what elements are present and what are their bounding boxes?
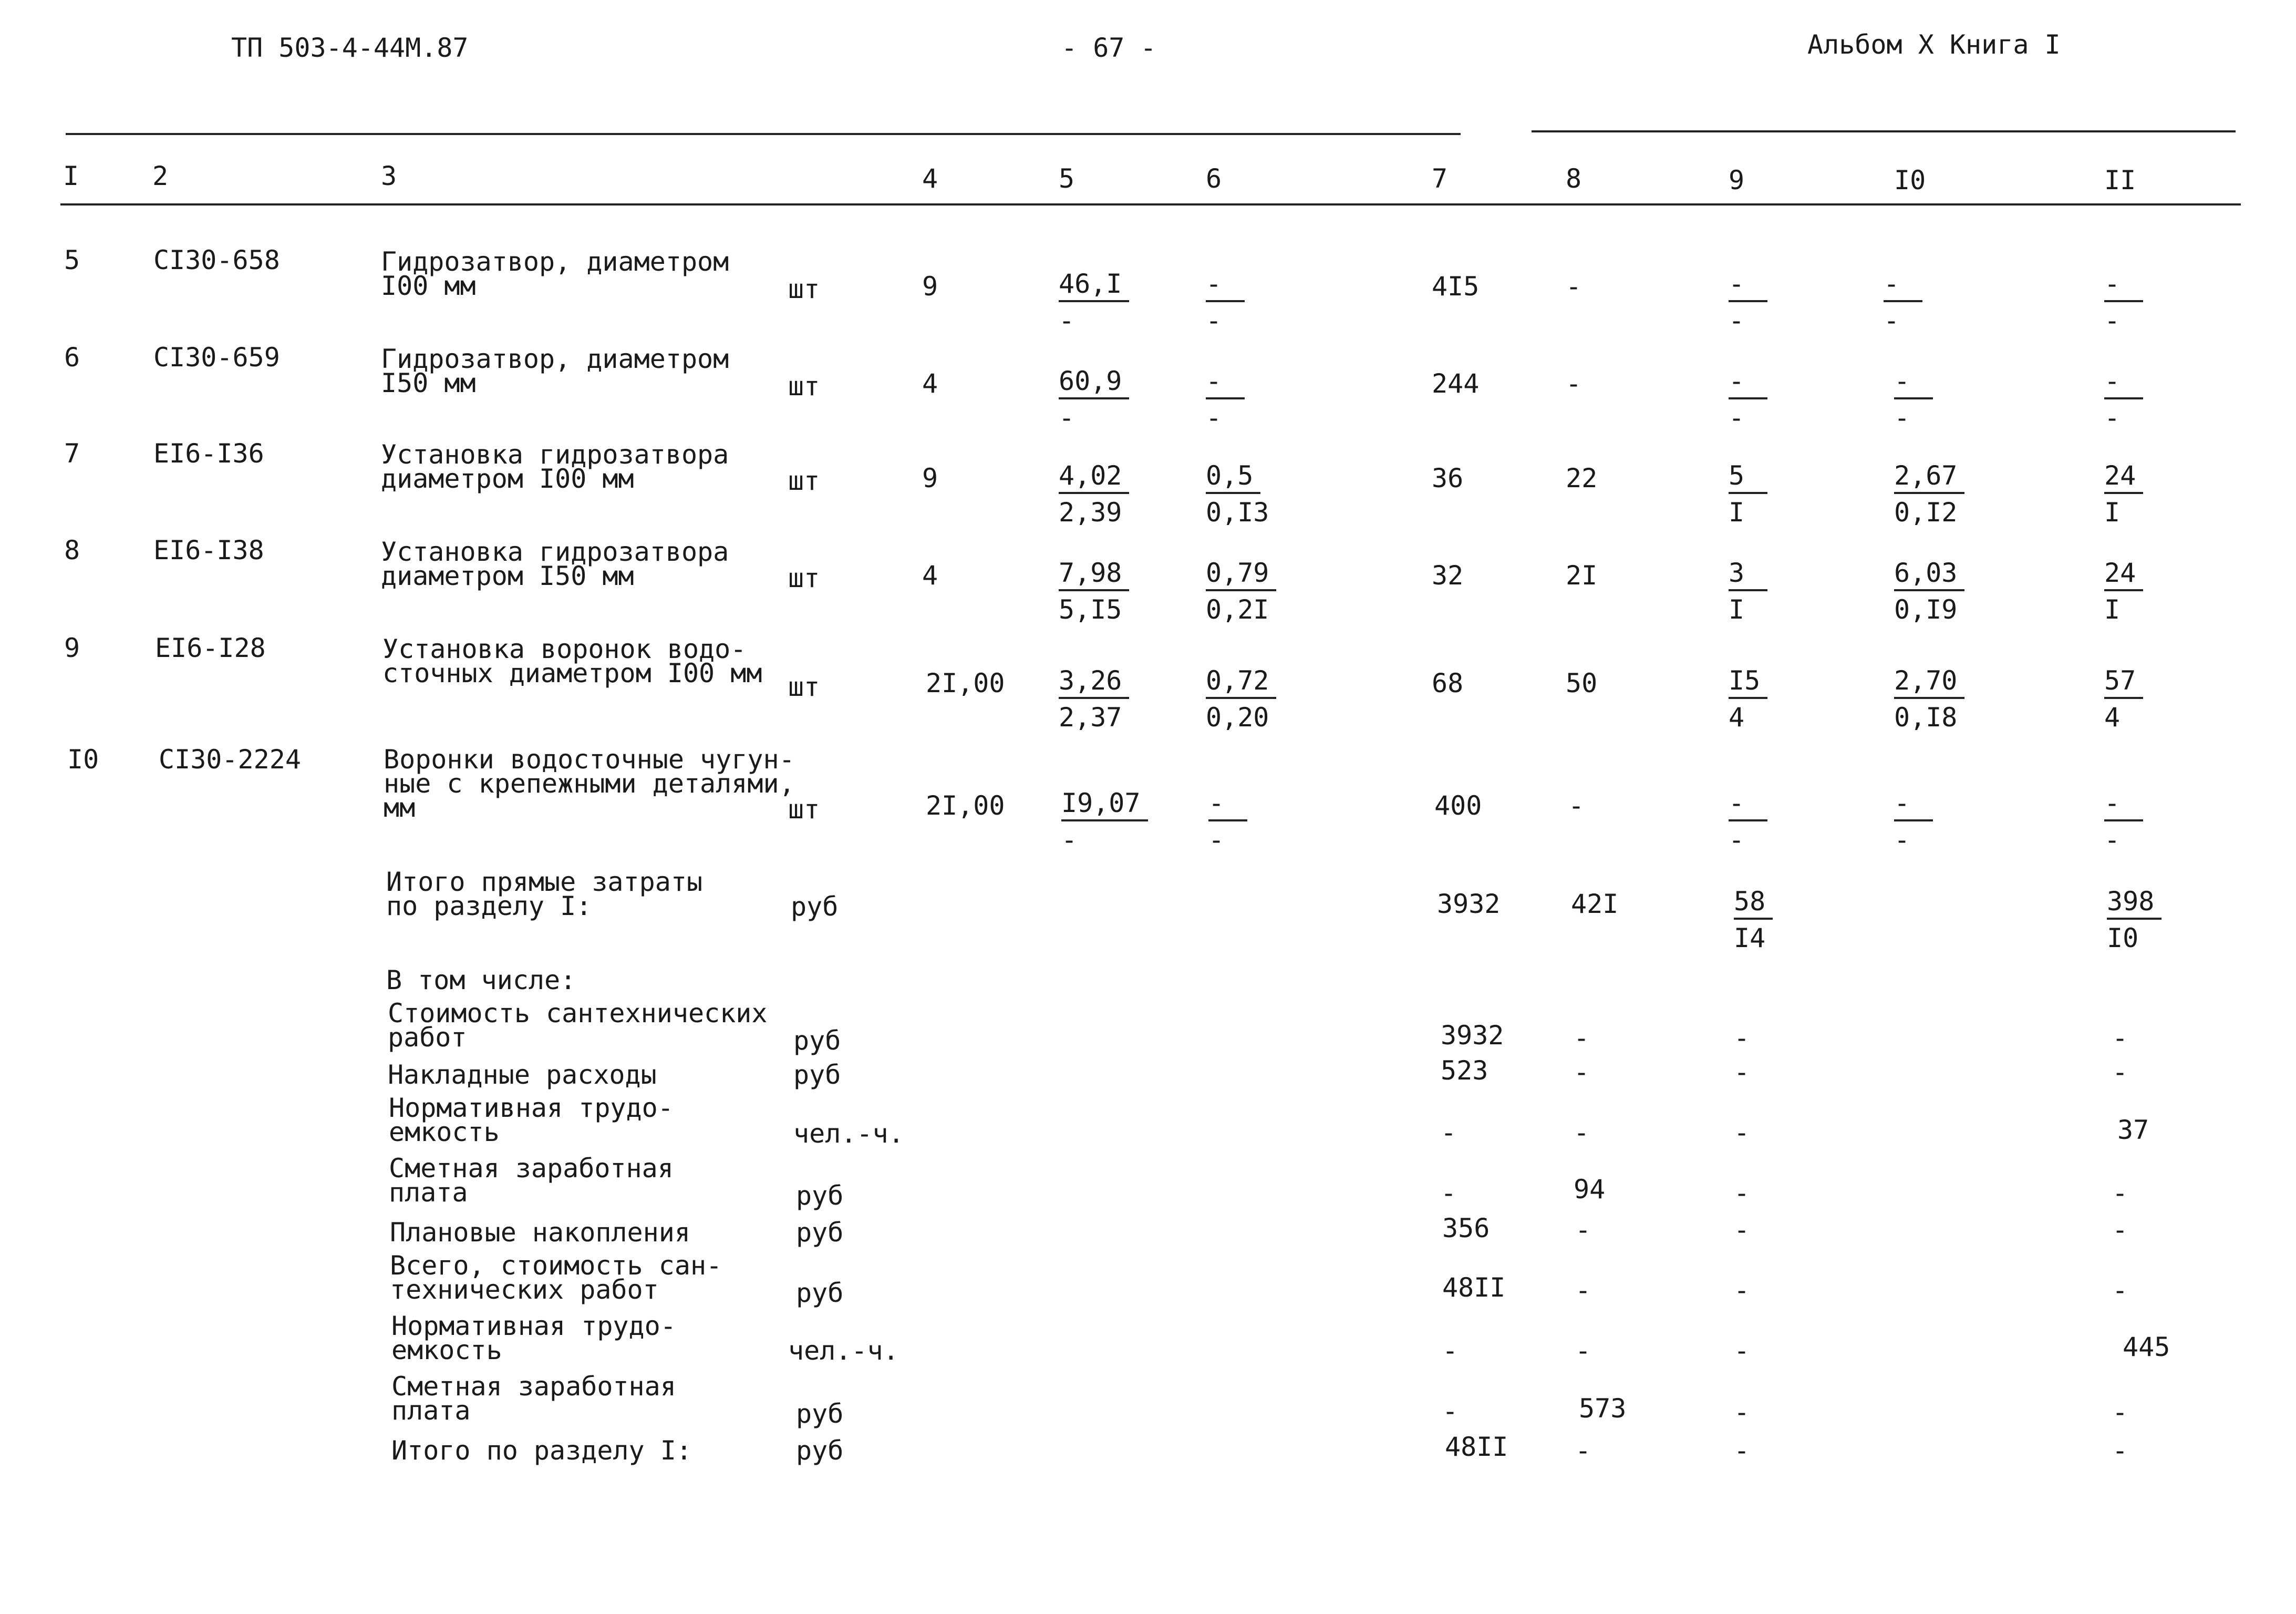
row-c9-fraction: - -: [1729, 790, 1767, 853]
col-header-7: 7: [1432, 163, 1448, 194]
summary-label: Нормативная трудо- емкость: [389, 1093, 674, 1147]
row-wage: 2I: [1566, 560, 1598, 591]
row-total-cost: 32: [1432, 560, 1464, 591]
row-code: ЕI6-I36: [153, 438, 264, 469]
row-code: СI30-2224: [159, 744, 301, 775]
summary-c7: -: [1442, 1396, 1459, 1426]
row-c6-fraction: $\frac{0,5}{0,I3}$: [1206, 460, 1269, 528]
row-price-fraction: I9,07 -: [1061, 790, 1148, 853]
summary-c8: -: [1575, 1215, 1591, 1245]
row-c6-fraction: - -: [1206, 368, 1245, 431]
row-unit: шт: [788, 672, 820, 702]
row-total-cost: 4I5: [1432, 271, 1480, 302]
row-price-fraction: $\frac{3,26}{2,37}$: [1059, 667, 1129, 731]
summary-c7: 3932: [1441, 1020, 1504, 1051]
row-c11-fraction: - -: [2104, 271, 2143, 334]
row-qty: 2I,00: [926, 668, 1005, 698]
summary-unit: чел.-ч.: [793, 1118, 904, 1149]
row-code: ЕI6-I38: [153, 535, 264, 566]
row-c9-fraction: $\frac{3}{I}$: [1729, 560, 1767, 623]
row-name: Установка гидрозатвора диаметром I00 мм: [381, 439, 729, 494]
including-label: В том числе:: [386, 965, 576, 995]
row-c11-fraction: $\frac{57}{4}$: [2104, 667, 2143, 731]
row-total-cost: 36: [1432, 463, 1464, 494]
row-price-fraction: $\frac{4,02}{2,39}$: [1059, 462, 1129, 526]
summary-c8: -: [1575, 1435, 1591, 1466]
row-wage: 50: [1566, 668, 1598, 698]
row-c9-fraction: - -: [1729, 368, 1767, 431]
summary-c11: -: [2112, 1435, 2128, 1466]
summary-unit: руб: [796, 1217, 844, 1248]
summary-label: Итого по разделу I:: [391, 1435, 692, 1466]
row-c10-fraction: - -: [1894, 790, 1933, 853]
row-name: Установка гидрозатвора диаметром I50 мм: [381, 537, 729, 591]
row-c11-fraction: $\frac{24}{I}$: [2104, 560, 2143, 623]
total-c8: 42I: [1571, 889, 1619, 919]
summary-c7: -: [1441, 1117, 1457, 1148]
total-c9-fraction: $\frac{58}{I4}$: [1734, 888, 1773, 951]
row-unit: шт: [788, 794, 820, 825]
row-c11-fraction: - -: [2104, 790, 2143, 853]
summary-c7: -: [1442, 1335, 1459, 1366]
row-unit: шт: [788, 371, 820, 402]
row-price-fraction: 60,9 -: [1059, 368, 1129, 431]
summary-c8: -: [1575, 1335, 1591, 1366]
row-price-fraction: 46,I -: [1059, 271, 1129, 334]
summary-c9: -: [1734, 1215, 1750, 1245]
summary-c9: -: [1734, 1275, 1750, 1305]
row-c9-fraction: $\frac{5}{I}$: [1729, 462, 1767, 526]
summary-c8: 94: [1574, 1174, 1606, 1205]
row-number: 9: [64, 633, 80, 663]
row-name: Воронки водосточные чугун- ные с крепежными деталями, мм: [384, 744, 795, 823]
col-header-5: 5: [1059, 163, 1075, 194]
row-code: ЕI6-I28: [155, 633, 266, 663]
summary-unit: чел.-ч.: [788, 1335, 899, 1366]
row-c10-fraction: - -: [1884, 271, 1922, 334]
row-name: Установка воронок водо- сточных диаметром I00 мм: [382, 634, 762, 688]
summary-c7: 523: [1441, 1055, 1488, 1086]
row-total-cost: 244: [1432, 368, 1480, 399]
row-unit: шт: [788, 563, 820, 593]
summary-c11: -: [2112, 1057, 2128, 1087]
row-code: СI30-658: [153, 245, 280, 275]
col-header-6: 6: [1206, 163, 1222, 194]
row-number: 5: [64, 245, 80, 275]
summary-c9: -: [1734, 1397, 1750, 1427]
total-unit: руб: [791, 891, 839, 922]
row-qty: 2I,00: [926, 790, 1005, 821]
summary-c9: -: [1734, 1335, 1750, 1366]
summary-c11: 37: [2117, 1115, 2149, 1145]
summary-c9: -: [1734, 1435, 1750, 1466]
row-price-fraction: $\frac{7,98}{5,I5}$: [1059, 560, 1129, 623]
page-number: - 67 -: [1061, 33, 1156, 63]
summary-c11: 445: [2123, 1332, 2170, 1362]
row-number: 7: [64, 438, 80, 469]
row-c6-fraction: - -: [1208, 790, 1247, 853]
row-total-cost: 68: [1432, 668, 1464, 698]
total-c7: 3932: [1437, 889, 1501, 919]
summary-c8: -: [1574, 1057, 1590, 1087]
col-header-9: 9: [1729, 165, 1745, 196]
row-name: Гидрозатвор, диаметром I00 мм: [381, 246, 729, 301]
total-label: Итого прямые затраты по разделу I:: [386, 867, 703, 921]
row-wage: -: [1566, 368, 1582, 399]
row-total-cost: 400: [1434, 790, 1482, 821]
row-number: 6: [64, 342, 80, 373]
row-c6-fraction: $\frac{0,79}{0,2I}$: [1206, 560, 1276, 623]
summary-c11: -: [2112, 1397, 2128, 1427]
summary-c11: -: [2112, 1215, 2128, 1245]
document-code: ТП 503-4-44М.87: [231, 33, 469, 63]
album-label: Альбом Х Книга I: [1807, 29, 2061, 60]
row-wage: 22: [1566, 463, 1598, 494]
summary-c9: -: [1734, 1023, 1750, 1053]
summary-label: Всего, стоимость сан- технических работ: [390, 1250, 722, 1305]
summary-c8: 573: [1579, 1393, 1627, 1424]
summary-c7: -: [1441, 1178, 1457, 1208]
col-header-3: 3: [381, 161, 397, 191]
summary-c8: -: [1574, 1117, 1590, 1148]
row-c6-fraction: - -: [1206, 271, 1245, 334]
summary-unit: руб: [796, 1180, 844, 1211]
row-code: СI30-659: [153, 342, 280, 373]
summary-label: Сметная заработная плата: [389, 1153, 674, 1208]
row-c10-fraction: $\frac{2,70}{0,I8}$: [1894, 667, 1964, 731]
total-c11-fraction: $\frac{398}{I0}$: [2107, 888, 2161, 951]
summary-label: Плановые накопления: [390, 1217, 690, 1248]
row-name: Гидрозатвор, диаметром I50 мм: [381, 344, 729, 398]
col-header-11: II: [2104, 165, 2136, 196]
top-rule-right: [1532, 130, 2236, 132]
col-header-4: 4: [922, 163, 938, 194]
summary-unit: руб: [796, 1278, 844, 1308]
summary-unit: руб: [793, 1060, 841, 1090]
row-c10-fraction: $\frac{2,67}{0,I2}$: [1894, 462, 1964, 526]
summary-c11: -: [2112, 1275, 2128, 1305]
row-unit: шт: [788, 466, 820, 496]
summary-unit: руб: [796, 1399, 844, 1429]
col-header-2: 2: [152, 161, 169, 191]
summary-unit: руб: [793, 1025, 841, 1056]
row-c9-fraction: - -: [1729, 271, 1767, 334]
summary-label: Нормативная трудо- емкость: [391, 1311, 676, 1365]
summary-c11: -: [2112, 1178, 2128, 1208]
row-c11-fraction: - -: [2104, 368, 2143, 431]
summary-unit: руб: [796, 1435, 844, 1466]
summary-label: Сметная заработная плата: [391, 1371, 676, 1426]
row-number: I0: [67, 744, 99, 775]
summary-c11: -: [2112, 1023, 2128, 1053]
row-number: 8: [64, 535, 80, 566]
row-unit: шт: [788, 274, 820, 304]
col-header-1: I: [63, 161, 79, 191]
summary-c8: -: [1575, 1275, 1591, 1305]
row-c6-fraction: $\frac{0,72}{0,20}$: [1206, 667, 1276, 731]
summary-label: Стоимость сантехнических работ: [388, 998, 768, 1053]
row-c10-fraction: - -: [1894, 368, 1933, 431]
summary-c9: -: [1734, 1178, 1750, 1208]
col-header-8: 8: [1566, 163, 1582, 194]
row-qty: 9: [922, 271, 938, 302]
header-rule: [60, 203, 2241, 205]
row-qty: 9: [922, 463, 938, 494]
summary-c9: -: [1734, 1057, 1750, 1087]
summary-c7: 356: [1442, 1213, 1490, 1243]
col-header-10: I0: [1894, 165, 1926, 196]
summary-c8: -: [1574, 1023, 1590, 1053]
row-wage: -: [1568, 790, 1585, 821]
row-c9-fraction: $\frac{I5}{4}$: [1729, 667, 1767, 731]
summary-c7: 48II: [1442, 1272, 1506, 1303]
row-qty: 4: [922, 368, 938, 399]
top-rule-left: [66, 133, 1461, 135]
summary-c9: -: [1734, 1117, 1750, 1148]
summary-label: Накладные расходы: [388, 1060, 657, 1090]
row-c11-fraction: $\frac{24}{I}$: [2104, 462, 2143, 526]
row-c10-fraction: $\frac{6,03}{0,I9}$: [1894, 560, 1964, 623]
row-qty: 4: [922, 560, 938, 591]
summary-c7: 48II: [1445, 1432, 1508, 1462]
row-wage: -: [1566, 271, 1582, 302]
